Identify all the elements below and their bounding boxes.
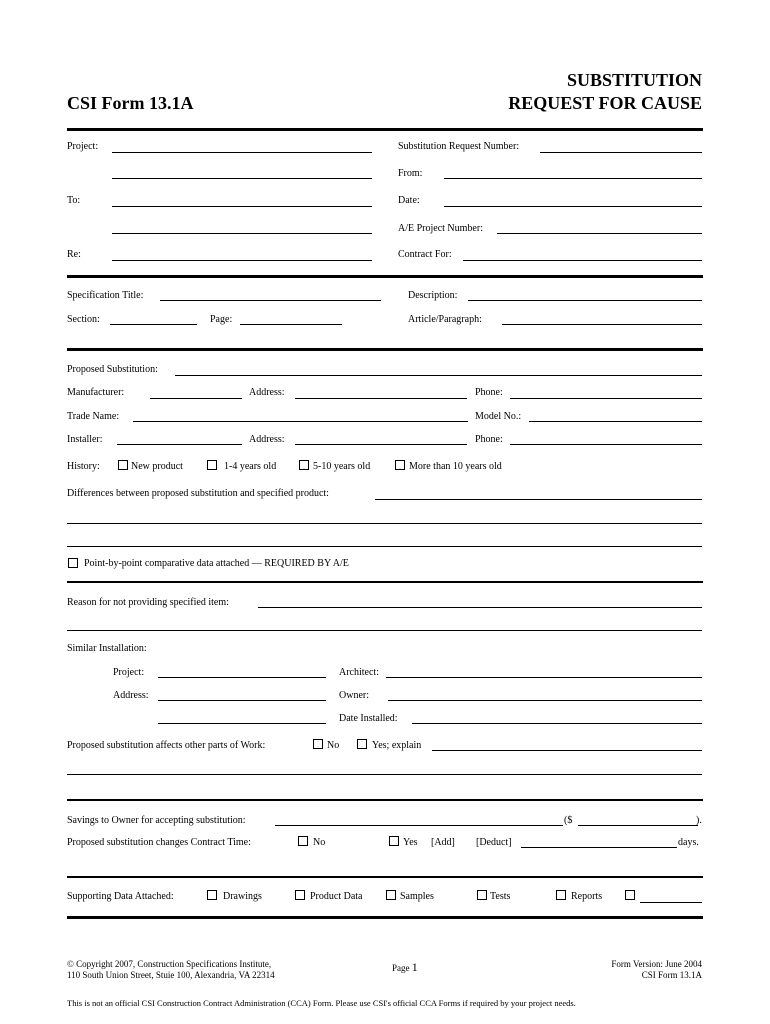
contract-time-days-field[interactable] <box>521 847 677 848</box>
supporting-drawings-label: Drawings <box>223 891 262 902</box>
page-indicator <box>392 960 418 975</box>
supporting-reports-checkbox[interactable] <box>556 890 566 900</box>
contract-time-add-label: [Add] <box>431 837 455 848</box>
architect-label: Architect: <box>339 667 379 678</box>
sub-request-number-label: Substitution Request Number: <box>398 141 520 152</box>
contract-time-days-label: days. <box>678 837 699 848</box>
to-field-2[interactable] <box>112 233 372 234</box>
address2-field[interactable] <box>295 444 467 445</box>
sub-request-number-field[interactable] <box>540 152 702 153</box>
project-label: Project: <box>67 141 99 152</box>
spec-title-field[interactable] <box>160 300 381 301</box>
supporting-samples-label: Samples <box>400 891 434 902</box>
affects-no-checkbox[interactable] <box>313 739 323 749</box>
savings-dollar-open: ($ <box>564 815 573 826</box>
affects-explain-field[interactable] <box>432 750 702 751</box>
date-installed-field[interactable] <box>412 723 702 724</box>
page-field[interactable] <box>240 324 342 325</box>
phone2-field[interactable] <box>510 444 702 445</box>
reason-field[interactable] <box>258 607 702 608</box>
copyright-line-1: © Copyright 2007, Construction Specifications Institute, <box>67 959 272 969</box>
section-field[interactable] <box>110 324 197 325</box>
disclaimer: This is not an official CSI Construction Contract Administration (CCA) Form. Please use CSI's official CCA Forms if required by your project needs. <box>67 998 576 1008</box>
description-field[interactable] <box>468 300 702 301</box>
contract-time-yes-label: Yes <box>403 837 418 848</box>
contract-time-label: Proposed substitution changes Contract Time: <box>67 837 251 848</box>
spec-title-label: Specification Title: <box>67 290 144 301</box>
similar-address-field-2[interactable] <box>158 723 326 724</box>
copyright-line-2: 110 South Union Street, Stuie 100, Alexandria, VA 22314 <box>67 970 275 980</box>
affects-explain-field-2[interactable] <box>67 774 702 775</box>
differences-field-3[interactable] <box>67 546 702 547</box>
page-label: Page: <box>210 314 233 325</box>
supporting-reports-label: Reports <box>571 891 603 902</box>
contract-for-label: Contract For: <box>398 249 452 260</box>
from-label: From: <box>398 168 423 179</box>
owner-field[interactable] <box>388 700 702 701</box>
savings-label: Savings to Owner for accepting substitution: <box>67 815 246 826</box>
re-field[interactable] <box>112 260 372 261</box>
supporting-drawings-checkbox[interactable] <box>207 890 217 900</box>
history-5-10-years-checkbox[interactable] <box>299 460 309 470</box>
manufacturer-label: Manufacturer: <box>67 387 125 398</box>
header-rule <box>67 128 703 131</box>
contract-time-no-checkbox[interactable] <box>298 836 308 846</box>
reason-label: Reason for not providing specified item: <box>67 597 229 608</box>
to-label: To: <box>67 195 81 206</box>
history-label: History: <box>67 461 100 472</box>
spec-rule <box>67 348 703 351</box>
similar-project-label: Project: <box>113 667 145 678</box>
affects-yes-checkbox[interactable] <box>357 739 367 749</box>
project-field[interactable] <box>112 152 372 153</box>
title-line-2: REQUEST FOR CAUSE <box>508 93 702 113</box>
similar-address-label: Address: <box>113 690 149 701</box>
savings-amount-field[interactable] <box>578 825 698 826</box>
title-line-1: SUBSTITUTION <box>566 70 702 90</box>
history-5-10-years-label: 5-10 years old <box>313 461 371 472</box>
history-10-plus-years-checkbox[interactable] <box>395 460 405 470</box>
contract-time-yes-checkbox[interactable] <box>389 836 399 846</box>
top-rule <box>67 275 703 278</box>
from-field[interactable] <box>444 178 702 179</box>
supporting-samples-checkbox[interactable] <box>386 890 396 900</box>
history-new-product-label: New product <box>131 461 183 472</box>
ae-project-number-label: A/E Project Number: <box>398 223 483 234</box>
form-name: CSI Form 13.1A <box>67 93 194 113</box>
history-new-product-checkbox[interactable] <box>118 460 128 470</box>
supporting-label: Supporting Data Attached: <box>67 891 174 902</box>
address1-field[interactable] <box>295 398 467 399</box>
savings-dollar-close: ). <box>696 815 702 826</box>
affects-yes-label: Yes; explain <box>372 740 422 751</box>
similar-rule <box>67 799 703 801</box>
page-indicator-number: 1 <box>411 960 418 974</box>
proposed-rule <box>67 581 703 583</box>
savings-rule <box>67 876 703 878</box>
address1-label: Address: <box>249 387 285 398</box>
owner-label: Owner: <box>339 690 369 701</box>
similar-project-field[interactable] <box>158 677 326 678</box>
differences-label: Differences between proposed substitution and specified product: <box>67 488 329 499</box>
trade-name-field[interactable] <box>133 421 468 422</box>
similar-address-field[interactable] <box>158 700 326 701</box>
supporting-other-checkbox[interactable] <box>625 890 635 900</box>
section-label: Section: <box>67 314 100 325</box>
supporting-tests-checkbox[interactable] <box>477 890 487 900</box>
point-by-point-checkbox[interactable] <box>68 558 78 568</box>
contract-for-field[interactable] <box>463 260 702 261</box>
installer-label: Installer: <box>67 434 103 445</box>
model-no-label: Model No.: <box>475 411 522 422</box>
page-indicator-label: Page <box>392 963 410 973</box>
project-field-2[interactable] <box>112 178 372 179</box>
date-field[interactable] <box>444 206 702 207</box>
re-label: Re: <box>67 249 81 260</box>
differences-field-2[interactable] <box>67 523 702 524</box>
reason-field-2[interactable] <box>67 630 702 631</box>
affects-label: Proposed substitution affects other parts of Work: <box>67 740 266 751</box>
model-no-field[interactable] <box>529 421 702 422</box>
similar-installation-label: Similar Installation: <box>67 643 147 654</box>
ae-project-number-field[interactable] <box>497 233 702 234</box>
proposed-substitution-field[interactable] <box>175 375 702 376</box>
supporting-product-data-checkbox[interactable] <box>295 890 305 900</box>
history-1-4-years-checkbox[interactable] <box>207 460 217 470</box>
supporting-product-data-label: Product Data <box>310 891 363 902</box>
supporting-tests-label: Tests <box>490 891 511 902</box>
description-label: Description: <box>408 290 458 301</box>
contract-time-no-label: No <box>313 837 326 848</box>
proposed-substitution-label: Proposed Substitution: <box>67 364 158 375</box>
architect-field[interactable] <box>386 677 702 678</box>
point-by-point-label: Point-by-point comparative data attached — REQUIRED BY A/E <box>84 558 349 569</box>
date-label: Date: <box>398 195 420 206</box>
contract-time-deduct-label: [Deduct] <box>476 837 512 848</box>
form-version-line-2: CSI Form 13.1A <box>641 970 702 980</box>
differences-field[interactable] <box>375 499 702 500</box>
form-version-line-1: Form Version: June 2004 <box>611 959 702 969</box>
savings-field[interactable] <box>275 825 563 826</box>
phone1-field[interactable] <box>510 398 702 399</box>
history-10-plus-years-label: More than 10 years old <box>409 461 502 472</box>
article-field[interactable] <box>502 324 702 325</box>
trade-name-label: Trade Name: <box>67 411 120 422</box>
to-field[interactable] <box>112 206 372 207</box>
address2-label: Address: <box>249 434 285 445</box>
affects-no-label: No <box>327 740 340 751</box>
installer-field[interactable] <box>117 444 242 445</box>
article-label: Article/Paragraph: <box>408 314 482 325</box>
supporting-other-field[interactable] <box>640 902 702 903</box>
phone1-label: Phone: <box>475 387 503 398</box>
manufacturer-field[interactable] <box>150 398 242 399</box>
phone2-label: Phone: <box>475 434 503 445</box>
supporting-rule <box>67 916 703 919</box>
date-installed-label: Date Installed: <box>339 713 398 724</box>
history-1-4-years-label: 1-4 years old <box>224 461 277 472</box>
